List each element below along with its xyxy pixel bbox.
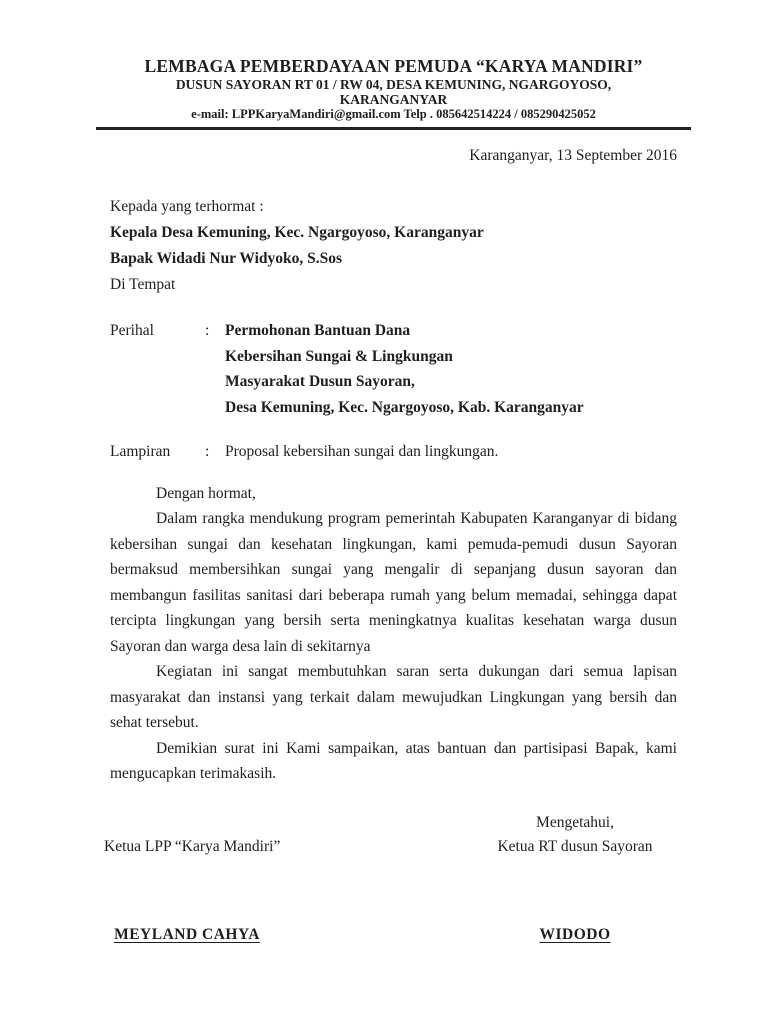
signer-right-title: Ketua RT dusun Sayoran xyxy=(497,837,653,855)
body-paragraph-3: Demikian surat ini Kami sampaikan, atas bantuan dan partisipasi Bapak, kami mengucapkan terimakasih. xyxy=(110,739,677,782)
signer-left-title: Ketua LPP “Karya Mandiri” xyxy=(104,837,281,855)
attachment-value: Proposal kebersihan sungai dan lingkungan. xyxy=(225,443,499,460)
subject-line: Masyarakat Dusun Sayoran, xyxy=(225,373,415,390)
organization-name: LEMBAGA PEMBERDAYAAN PEMUDA “KARYA MANDIRI” xyxy=(144,56,643,76)
subject-row xyxy=(110,318,677,420)
letterhead-address-line-2: KARANGANYAR xyxy=(339,92,448,107)
subject-line: Desa Kemuning, Kec. Ngargoyoso, Kab. Karanganyar xyxy=(225,398,584,416)
recipient-block xyxy=(110,194,677,298)
letterhead-address-line-1: DUSUN SAYORAN RT 01 / RW 04, DESA KEMUNING, NGARGOYOSO, xyxy=(175,77,612,92)
date-line: Karanganyar, 13 September 2016 xyxy=(469,147,677,164)
subject-line: Kebersihan Sungai & Lingkungan xyxy=(225,347,453,365)
recipient-name: Bapak Widadi Nur Widyoko, S.Sos xyxy=(110,250,343,267)
subject-separator: : xyxy=(205,322,210,339)
signature-block xyxy=(104,787,677,967)
signer-left-name: MEYLAND CAHYA xyxy=(114,925,260,943)
body-paragraph-2: Kegiatan ini sangat membutuhkan saran serta dukungan dari semua lapisan masyarakat dan instansi yang terkait dalam mewujudkan Lingkungan yang bersih dan sehat tersebut. xyxy=(110,663,677,731)
recipient-location: Di Tempat xyxy=(110,276,176,293)
body-paragraph-1: Dalam rangka mendukung program pemerintah Kabupaten Karanganyar di bidang kebersihan sungai dan kesehatan lingkungan, kami pemuda-pemudi dusun Sayoran bermaksud membersihkan sungai yang mengalir di sepanjang dusun sayoran dan membangun fasilitas sanitasi dari beberapa rumah yang belum memadai, sehingga dapat tercipta lingkungan yang bersih serta meningkatnya kualitas kesehatan warga dusun Sayoran dan warga desa lain di sekitarnya xyxy=(110,510,677,655)
letterhead-divider xyxy=(96,127,691,130)
attachment-label: Lampiran xyxy=(110,443,171,460)
attachment-separator: : xyxy=(205,443,210,460)
signer-right-name: WIDODO xyxy=(539,925,611,943)
letterhead xyxy=(110,0,677,130)
letter-body xyxy=(110,481,677,787)
attachment-row xyxy=(110,439,677,465)
subject-line: Permohonan Bantuan Dana xyxy=(225,322,411,339)
letter-content xyxy=(104,0,677,967)
opening-salutation: Dengan hormat, xyxy=(156,484,256,502)
acknowledge-label: Mengetahui, xyxy=(536,813,614,831)
recipient-title: Kepala Desa Kemuning, Kec. Ngargoyoso, Karanganyar xyxy=(110,224,484,241)
letterhead-contact-line: e-mail: LPPKaryaMandiri@gmail.com Telp . 085642514224 / 085290425052 xyxy=(191,107,596,121)
subject-label: Perihal xyxy=(110,322,154,339)
recipient-salutation: Kepada yang terhormat : xyxy=(110,198,264,215)
subject-block xyxy=(110,318,677,465)
subject-value xyxy=(225,318,677,420)
